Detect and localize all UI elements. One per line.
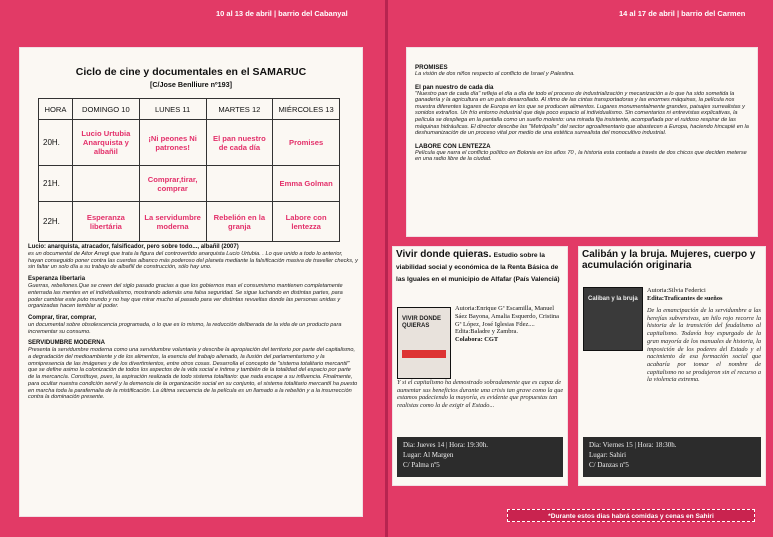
cycle-subtitle: [C/Jose Benlliure nº193] bbox=[149, 80, 233, 89]
film-title: Lucio: anarquista, atracador, falsificador, pero sobre todo..., albañil (2007) bbox=[28, 244, 239, 250]
schedule-row bbox=[39, 166, 340, 202]
book-meta: Autoria:Enrique Gª Escamilla, Manuel Sáez Bayona, Amalia Esquerdo, Cristina Gª López, José Iglesias Fdez.... Edita:Baladre y Zambra. Colabora: CGT bbox=[455, 305, 560, 344]
book-card-vivir bbox=[393, 247, 567, 485]
cycle-title: Ciclo de cine y documentales en el SAMARUC bbox=[75, 66, 307, 78]
film-notes-panel bbox=[407, 48, 757, 236]
schedule-row bbox=[39, 202, 340, 242]
book-title: Vivir donde quieras. Estudio sobre la viabilidad social y económica de la Renta Básica de las Iguales en el municipio de Alfafar (País Valenciá) bbox=[396, 249, 560, 283]
film-cell: Promises bbox=[273, 120, 340, 166]
right-film-descriptions bbox=[415, 64, 751, 169]
film-text: "Nuestro pan de cada día" refleja el día a día de todo el proceso de industrialización y mecanización a lo que ha sido sometida la ganadería y la agricultura en un país desarrollado. Al ritmo de las cintas transportadoras y las enormes máquinas, la película nos muestra diferentes lugares de Europa en los que se producen alimentos. Lugares monumentalmente grandes, paisajes surrealistas y sonidos extraños. Un frío entorno industrial que deja poco espacio al individualismo. Sin comentarios ni entrevistas explicativas, la película se despliega en la pantalla como un sueño molesto: una mirada fija insistente, acompañada por el ruidoso respirar de las máquinas hidráulicas. El director describe las "Metrópolis" del sector agroalimentario que abastecen a Europa, haciendo hincapié en la deshumanización de un proceso vital por medio de una estética surrealista del monocultivo industrial. bbox=[415, 90, 749, 137]
film-cell bbox=[206, 166, 273, 202]
film-title: SERVIDUMBRE MODERNA bbox=[28, 340, 105, 347]
film-text: es un documental de Aitor Arregi que trata la figura del controvertido anarquista Lucio Urtubia. . Lo que unido a todo lo anterior, hayan conseguido poner contra las cuerdas albanco más poderoso del planeta mediante la falsificación masiva de traveller checks, y sin faltar un solo día a su trabajo de albañil de construcción, sólo hay uno. bbox=[28, 251, 358, 271]
schedule-header-row bbox=[39, 99, 340, 120]
book-cover-caliban: Caliban y la bruja bbox=[583, 287, 643, 351]
film-cell: Esperanza libertária bbox=[73, 202, 140, 242]
col-header: MIÉRCOLES 13 bbox=[273, 99, 340, 120]
film-text: La visión de dos niños respecto al conflicto de Israel y Palestina. bbox=[415, 71, 575, 77]
event-info: Dia: Viernes 15 | Hora: 18:30h. Lugar: Sahiri C/ Danzas nº5 bbox=[583, 437, 761, 477]
book-meta: Autoria:Silvia Federici Edita:Traficantes de sueños bbox=[647, 287, 723, 302]
film-text: Película que narra el conflicto político en Bolonia en los años 70 , la historia esta contada a través de dos chicos que deciden meterse en una radio libre de la ciudad. bbox=[415, 149, 747, 163]
hour-cell: 22H. bbox=[39, 202, 73, 242]
film-cell: El pan nuestro de cada día bbox=[206, 120, 273, 166]
film-cell: Labore con lentezza bbox=[273, 202, 340, 242]
film-title: PROMISES bbox=[415, 64, 448, 71]
film-cell: Comprar,tirar, comprar bbox=[139, 166, 206, 202]
film-cell: Emma Golman bbox=[273, 166, 340, 202]
right-header: 14 al 17 de abril | barrio del Carmen bbox=[619, 9, 746, 18]
film-descriptions bbox=[28, 244, 358, 406]
film-cell: Lucio Urtubia Anarquista y albañil bbox=[73, 120, 140, 166]
col-header: DOMINGO 10 bbox=[73, 99, 140, 120]
film-text: un documental sobre obsolescencia programada, o lo que es lo mismo, la reducción deliberada de la vida de un producto para incrementar su consumo. bbox=[28, 321, 342, 335]
col-header: HORA bbox=[39, 99, 73, 120]
film-title: LABORE CON LENTEZZA bbox=[415, 142, 491, 150]
book-cover-vivir: VIVIR DONDE QUIERAS bbox=[397, 307, 451, 379]
col-header: MARTES 12 bbox=[206, 99, 273, 120]
book-description: De la emancipación de la servidumbre a las herejías subversivas, un hilo rojo recorre la historia de la transición del feudalismo al capitalismo. Todavía hoy expurgado de la gran mayoría de los manuales de historia, la imposición de los poderes del Estado y el nacimiento de esa formación social que acabaría por tomar el nombre de capitalismo no se produjeron sin el recurso a la violencia extrema. bbox=[647, 307, 761, 384]
film-cycle-panel bbox=[20, 48, 362, 516]
left-header: 10 al 13 de abril | barrio del Cabanyal bbox=[216, 9, 348, 18]
film-cell: ¡Ni peones Ni patrones! bbox=[139, 120, 206, 166]
hour-cell: 20H. bbox=[39, 120, 73, 166]
book-card-caliban bbox=[579, 247, 765, 485]
film-cell bbox=[73, 166, 140, 202]
film-cell: Rebelión en la granja bbox=[206, 202, 273, 242]
schedule-row bbox=[39, 120, 340, 166]
book-description: Y si el capitalismo ha demostrado sobradamente que es capaz de aumentar sus beneficios durante una crisis tan grave como la que estamos padeciendo la mayoría, es evidente que propuestas tan realistas como la de exigir al Estado... bbox=[397, 379, 564, 410]
col-header: LUNES 11 bbox=[139, 99, 206, 120]
hour-cell: 21H. bbox=[39, 166, 73, 202]
film-text: Presenta la servidumbre moderna como una servidumbre voluntaria y describe la apropiación del territorio por parte del capitalismo, a degradación del medioambiente y de los alimentos, la esencia del trabajo alienado, la ilusión del parlamentarismo y la omnipresencia de las imágenes y de los divertimientos, entre otros cosas. Desarrolla el concepto de "sistema totalitario mercantil" que se define asimo la colonización de todos los aspectos de la vida social e íntima y también de la totalidad del espacio por parte de la mercancía. Constituye, pues, la aspiración realizada de todo sistema totalitario: que nada escape a su influencia. Finalmente, para ocultar nuestra condición servil y la demencia de la organización social en su conjunto, el sistema totalitario mercantil ha puesto en marcha toda la parafernalia de la mistificación. La última secuencia de la película es un llamado a la rebelión y a la insurrección contra la dominación presente. bbox=[28, 347, 358, 401]
meals-note: *Durante estos dias habrá comidas y cenas en Sahiri bbox=[507, 509, 755, 522]
film-text: Guerras, rebeliones.Que se creen del siglo pasado gracias a que los gobiernos mas el consumismo mantienen completamente enterrada las mentes en el individualismo, mostrando además una falsa seguridad. Se sigue luchando en distintas partes, para poder cambiar este puto mundo y no hay que mirar mucho al pasado para ver distintas revueltas donde las personas unidas y organizadas hacen temblar al poder. bbox=[28, 283, 343, 310]
right-page bbox=[387, 0, 773, 537]
film-title: Comprar, tirar, comprar, bbox=[28, 314, 97, 321]
film-title: Esperanza libertaria bbox=[28, 276, 86, 283]
left-page bbox=[0, 0, 386, 537]
schedule-table bbox=[38, 98, 340, 242]
book-title: Calibán y la bruja. Mujeres, cuerpo y acumulación originaria bbox=[582, 249, 756, 271]
film-cell: La servidumbre moderna bbox=[139, 202, 206, 242]
event-info: Dia: Jueves 14 | Hora: 19:30h. Lugar: Al Margen C/ Palma nº5 bbox=[397, 437, 563, 477]
film-title: El pan nuestro de cada día bbox=[415, 83, 494, 91]
